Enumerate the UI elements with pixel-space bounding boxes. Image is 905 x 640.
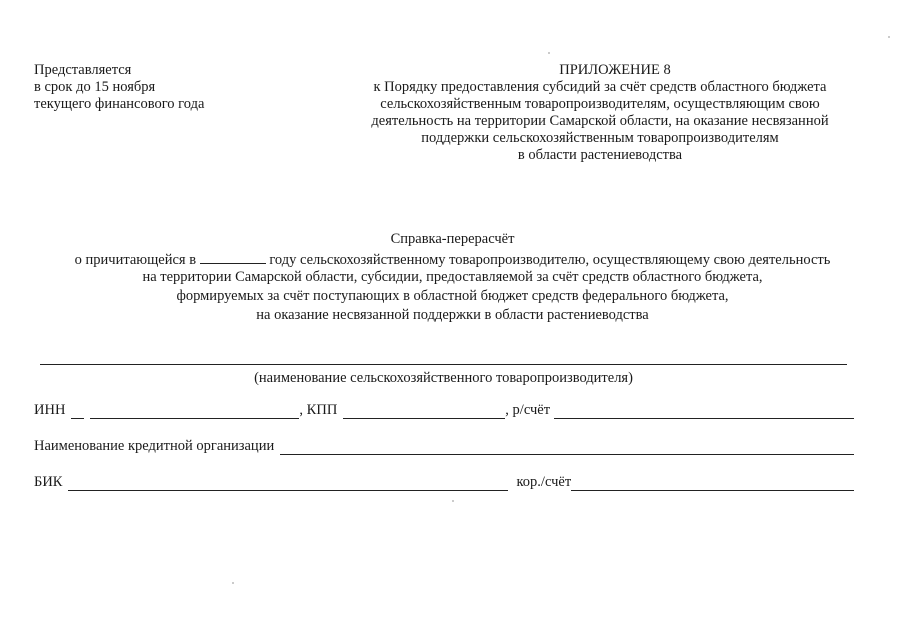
corr-account-field[interactable] <box>571 476 854 491</box>
year-blank-field[interactable] <box>200 250 266 264</box>
document-title-line: на оказание несвязанной поддержки в области растениеводства <box>256 307 649 323</box>
appendix-line: к Порядку предоставления субсидий за счёт средств областного бюджета <box>373 79 827 95</box>
scan-speck <box>888 36 890 38</box>
account-label: , р/счёт <box>505 402 551 418</box>
appendix-line: сельскохозяйственным товаропроизводителям, осуществляющим свою <box>380 96 820 112</box>
corr-account-label: кор./счёт <box>516 474 572 490</box>
appendix-line: деятельность на территории Самарской области, на оказание несвязанной <box>371 113 829 129</box>
submission-note-line: текущего финансового года <box>34 96 205 112</box>
bank-row <box>34 438 854 455</box>
bik-label: БИК <box>34 474 63 490</box>
appendix-line: в области растениеводства <box>517 147 683 163</box>
document-title-line: формируемых за счёт поступающих в областной бюджет средств федерального бюджета, <box>176 288 729 304</box>
inn-field[interactable] <box>90 404 299 419</box>
appendix-line: поддержки сельскохозяйственным товаропроизводителям <box>421 130 779 146</box>
submission-note <box>34 62 204 113</box>
title-text-before-year: о причитающейся в <box>74 252 197 268</box>
document-title <box>20 231 885 326</box>
scan-speck <box>232 582 234 584</box>
bik-row <box>34 474 854 491</box>
scan-speck <box>452 500 454 502</box>
inn-label: ИНН <box>34 402 66 418</box>
bank-label: Наименование кредитной организации <box>34 438 275 454</box>
producer-name-field[interactable] <box>40 364 847 365</box>
scan-speck <box>548 52 550 54</box>
title-text-after-year: году сельскохозяйственному товаропроизводителю, осуществляющему свою деятельность <box>269 252 831 268</box>
inn-prefix-field[interactable] <box>71 404 84 419</box>
kpp-field[interactable] <box>343 404 505 419</box>
document-title-line: на территории Самарской области, субсидии, предоставляемой за счёт средств областного бюджета, <box>142 269 763 285</box>
appendix-header <box>300 62 900 164</box>
document-title-line <box>20 250 885 269</box>
document-heading: Справка-перерасчёт <box>390 231 515 247</box>
bank-name-field[interactable] <box>280 440 854 455</box>
submission-note-line: Представляется <box>34 62 132 78</box>
producer-name-caption: (наименование сельскохозяйственного товаропроизводителя) <box>254 370 633 386</box>
appendix-title: ПРИЛОЖЕНИЕ 8 <box>559 62 671 78</box>
account-field[interactable] <box>554 404 854 419</box>
inn-kpp-account-row <box>34 402 854 419</box>
bik-field[interactable] <box>68 476 508 491</box>
submission-note-line: в срок до 15 ноября <box>34 79 156 95</box>
kpp-label: , КПП <box>299 402 338 418</box>
